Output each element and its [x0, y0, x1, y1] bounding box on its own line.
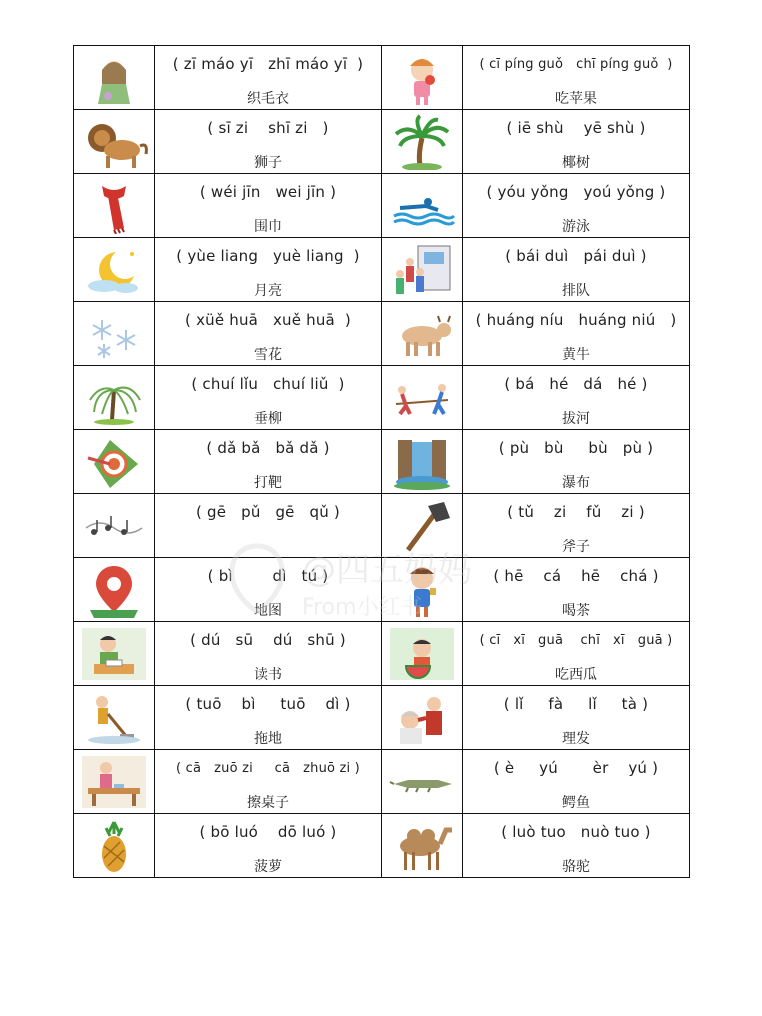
hanzi-word: 排队 — [562, 283, 590, 299]
hanzi-word: 地图 — [254, 603, 282, 619]
pinyin-text: ( bá hé dá hé ) — [504, 375, 648, 393]
girl-eating-apple-icon — [388, 50, 456, 106]
hanzi-word: 喝茶 — [562, 603, 590, 619]
left-text-cell — [155, 686, 382, 750]
hanzi-word: 月亮 — [254, 283, 282, 299]
table-row — [74, 110, 690, 174]
boy-watermelon-icon — [388, 626, 456, 682]
coconut-tree-icon — [388, 114, 456, 170]
left-picture-cell — [74, 686, 155, 750]
right-picture-cell — [382, 686, 463, 750]
pinyin-text: ( tuō bì tuō dì ) — [185, 695, 351, 713]
pinyin-text: ( zī máo yī zhī máo yī ) — [172, 55, 364, 73]
hanzi-word: 打靶 — [254, 475, 282, 491]
right-text-cell — [463, 686, 690, 750]
tug-of-war-icon — [388, 370, 456, 426]
right-picture-cell — [382, 366, 463, 430]
right-text-cell — [463, 558, 690, 622]
left-picture-cell — [74, 110, 155, 174]
hanzi-word: 瀑布 — [562, 475, 590, 491]
right-text-cell — [463, 366, 690, 430]
left-picture-cell — [74, 750, 155, 814]
boy-reading-icon — [80, 626, 148, 682]
scarf-icon — [80, 178, 148, 234]
right-picture-cell — [382, 46, 463, 110]
right-text-cell — [463, 174, 690, 238]
table-row — [74, 238, 690, 302]
willow-icon — [80, 370, 148, 426]
hanzi-word: 鳄鱼 — [562, 795, 590, 811]
hanzi-word: 织毛衣 — [247, 91, 289, 107]
left-picture-cell — [74, 46, 155, 110]
hanzi-word: 斧子 — [562, 539, 590, 555]
target-icon — [80, 434, 148, 490]
right-picture-cell — [382, 430, 463, 494]
pinyin-text: ( yùe liang yuè liang ) — [176, 247, 360, 265]
left-text-cell — [155, 558, 382, 622]
right-text-cell — [463, 750, 690, 814]
music-notes-icon — [80, 498, 148, 554]
hanzi-word: 游泳 — [562, 219, 590, 235]
pinyin-text: ( cī xī guā chī xī guā ) — [479, 633, 673, 648]
hanzi-word: 垂柳 — [254, 411, 282, 427]
left-text-cell — [155, 302, 382, 366]
right-text-cell — [463, 302, 690, 366]
left-text-cell — [155, 174, 382, 238]
right-text-cell — [463, 814, 690, 878]
hanzi-word: 吃苹果 — [555, 91, 597, 107]
wiping-table-icon — [80, 754, 148, 810]
watermark-line1: @四五妈妈 — [302, 550, 472, 590]
right-picture-cell — [382, 174, 463, 238]
left-picture-cell — [74, 174, 155, 238]
left-text-cell — [155, 494, 382, 558]
crocodile-icon — [388, 754, 456, 810]
hanzi-word: 读书 — [254, 667, 282, 683]
pinyin-text: ( yóu yǒng yoú yǒng ) — [486, 183, 666, 201]
axe-icon — [388, 498, 456, 554]
pinyin-text: ( sī zi shī zi ) — [207, 119, 329, 137]
pinyin-text: ( bō luó dō luó ) — [199, 823, 337, 841]
hanzi-word: 吃西瓜 — [555, 667, 597, 683]
left-text-cell — [155, 238, 382, 302]
hanzi-word: 围巾 — [254, 219, 282, 235]
pinyin-text: ( hē cá hē chá ) — [493, 567, 659, 585]
pinyin-text: ( bái duì pái duì ) — [505, 247, 647, 265]
right-text-cell — [463, 238, 690, 302]
left-text-cell — [155, 814, 382, 878]
hanzi-word: 拔河 — [562, 411, 590, 427]
pinyin-text: ( chuí lǐu chuí liǔ ) — [191, 375, 345, 393]
pinyin-table — [73, 45, 690, 878]
pinyin-text: ( è yú èr yú ) — [493, 759, 659, 777]
pinyin-text: ( tǔ zi fǔ zi ) — [507, 503, 645, 521]
pinyin-text: ( dǎ bǎ bǎ dǎ ) — [206, 439, 330, 457]
left-text-cell — [155, 46, 382, 110]
left-picture-cell — [74, 430, 155, 494]
hanzi-word: 理发 — [562, 731, 590, 747]
right-text-cell — [463, 430, 690, 494]
right-text-cell — [463, 46, 690, 110]
left-text-cell — [155, 366, 382, 430]
right-text-cell — [463, 110, 690, 174]
waterfall-icon — [388, 434, 456, 490]
right-picture-cell — [382, 302, 463, 366]
hanzi-word: 黄牛 — [562, 347, 590, 363]
table-row — [74, 302, 690, 366]
girl-knitting-icon — [80, 50, 148, 106]
right-picture-cell — [382, 494, 463, 558]
camel-icon — [388, 818, 456, 874]
pinyin-text: ( gē pǔ gē qǔ ) — [196, 503, 340, 521]
left-text-cell — [155, 750, 382, 814]
haircut-icon — [388, 690, 456, 746]
left-picture-cell — [74, 622, 155, 686]
snowflake-icon — [80, 306, 148, 362]
table-row — [74, 174, 690, 238]
hanzi-word: 拖地 — [254, 731, 282, 747]
hanzi-word: 骆驼 — [562, 859, 590, 875]
hanzi-word: 菠萝 — [254, 859, 282, 875]
table-row — [74, 750, 690, 814]
pinyin-text: ( dú sū dú shū ) — [190, 631, 346, 649]
pinyin-text: ( pù bù bù pù ) — [498, 439, 654, 457]
girl-drinking-icon — [388, 562, 456, 618]
pinyin-text: ( cī píng guǒ chī píng guǒ ) — [479, 57, 673, 72]
map-pin-icon — [80, 562, 148, 618]
left-picture-cell — [74, 494, 155, 558]
left-text-cell — [155, 622, 382, 686]
left-picture-cell — [74, 302, 155, 366]
pinyin-text: ( huáng níu huáng niú ) — [475, 311, 677, 329]
hanzi-word: 狮子 — [254, 155, 282, 171]
right-picture-cell — [382, 558, 463, 622]
right-picture-cell — [382, 238, 463, 302]
table-row — [74, 622, 690, 686]
moon-icon — [80, 242, 148, 298]
pinyin-text: ( wéi jīn wei jīn ) — [199, 183, 337, 201]
left-picture-cell — [74, 238, 155, 302]
right-picture-cell — [382, 750, 463, 814]
table-row — [74, 686, 690, 750]
left-text-cell — [155, 430, 382, 494]
table-row — [74, 366, 690, 430]
pinyin-text: ( luò tuo nuò tuo ) — [501, 823, 651, 841]
hanzi-word: 擦桌子 — [247, 795, 289, 811]
right-text-cell — [463, 494, 690, 558]
right-picture-cell — [382, 814, 463, 878]
watermark-line2: From小红书 — [302, 595, 423, 620]
pineapple-icon — [80, 818, 148, 874]
hanzi-word: 椰树 — [562, 155, 590, 171]
table-row — [74, 558, 690, 622]
table-row — [74, 494, 690, 558]
pinyin-text: ( lǐ fà lǐ tà ) — [503, 695, 649, 713]
table-row — [74, 430, 690, 494]
swimmer-icon — [388, 178, 456, 234]
pinyin-text: ( cā zuō zi cā zhuō zi ) — [176, 761, 360, 776]
right-text-cell — [463, 622, 690, 686]
mopping-icon — [80, 690, 148, 746]
table-row — [74, 814, 690, 878]
hanzi-word: 雪花 — [254, 347, 282, 363]
left-text-cell — [155, 110, 382, 174]
pinyin-text: ( bì dì tú ) — [207, 567, 329, 585]
pinyin-text: ( xüě huā xuě huā ) — [185, 311, 351, 329]
lion-icon — [80, 114, 148, 170]
left-picture-cell — [74, 366, 155, 430]
pinyin-text: ( iē shù yē shù ) — [506, 119, 646, 137]
left-picture-cell — [74, 558, 155, 622]
right-picture-cell — [382, 622, 463, 686]
worksheet — [73, 45, 689, 878]
left-picture-cell — [74, 814, 155, 878]
ox-icon — [388, 306, 456, 362]
right-picture-cell — [382, 110, 463, 174]
queue-icon — [388, 242, 456, 298]
table-row — [74, 46, 690, 110]
